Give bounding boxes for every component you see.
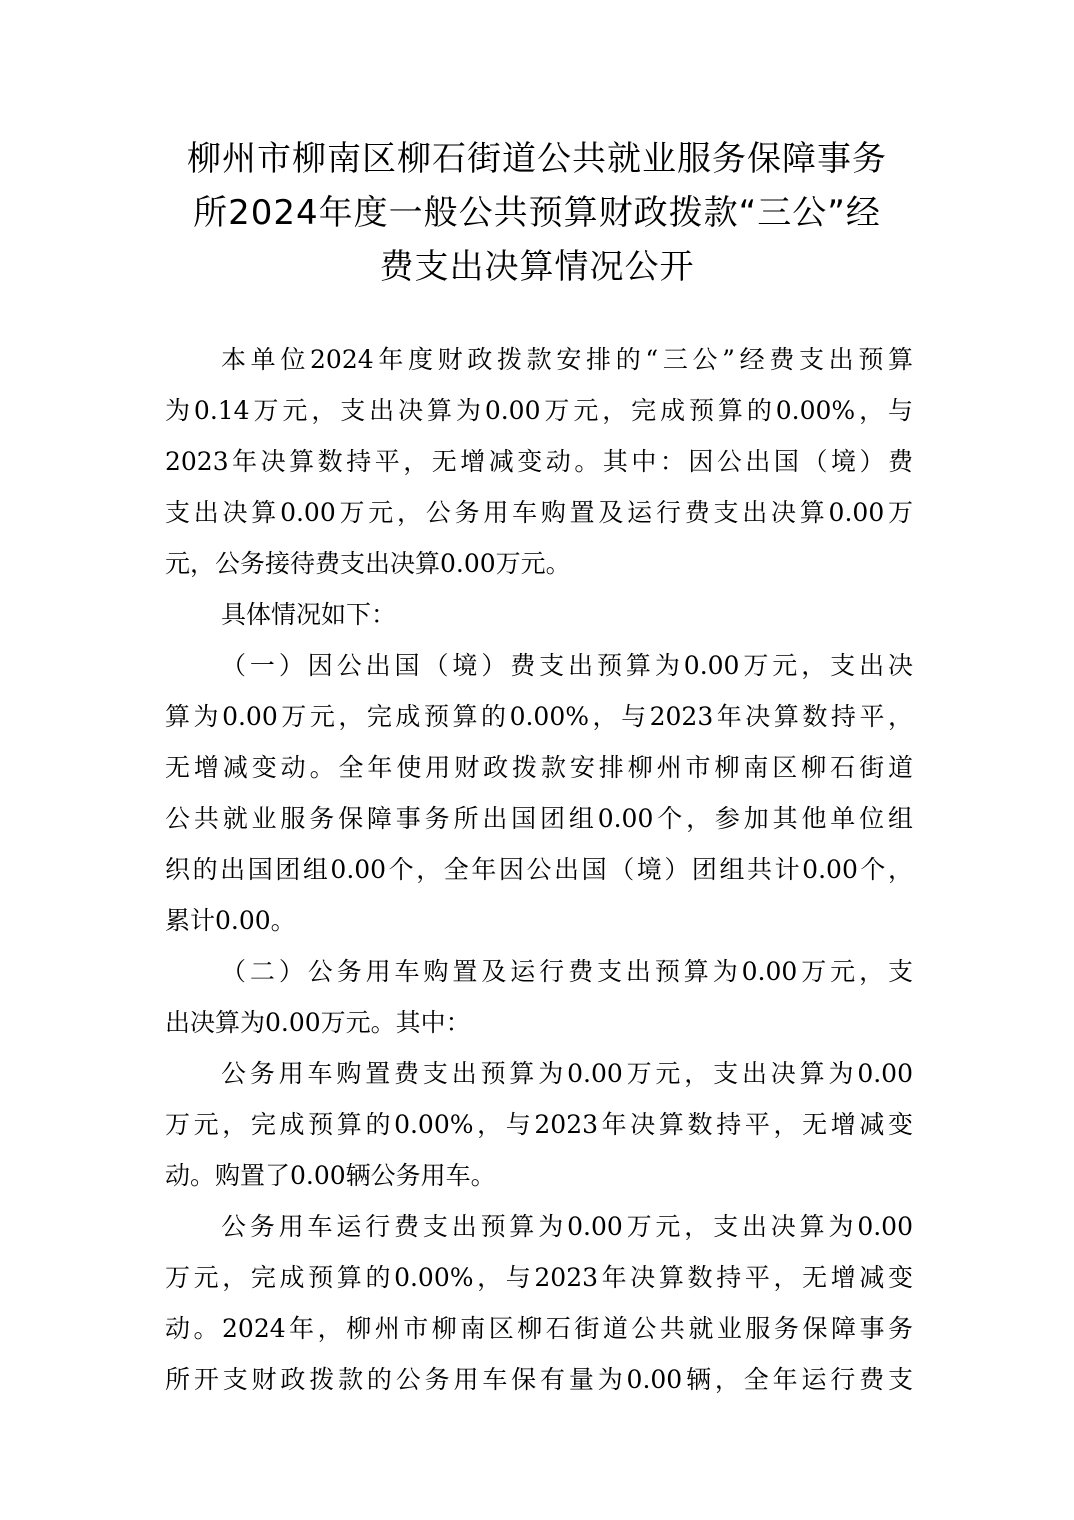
text-line: 出决算为0.00万元。其中： bbox=[165, 1008, 471, 1037]
paragraph-details-intro bbox=[165, 589, 913, 640]
text-line: 元，公务接待费支出决算0.00万元。 bbox=[165, 549, 571, 578]
text-line: 2023年决算数持平，无增减变动。其中：因公出国（境）费 bbox=[165, 447, 913, 476]
text-line: 公共就业服务保障事务所出国团组0.00个，参加其他单位组 bbox=[165, 804, 913, 833]
text-line: 无增减变动。全年使用财政拨款安排柳州市柳南区柳石街道 bbox=[165, 753, 913, 782]
text-line: 万元，完成预算的0.00%，与2023年决算数持平，无增减变 bbox=[165, 1263, 913, 1292]
title-line-3: 费支出决算情况公开 bbox=[379, 247, 695, 287]
text-line: 所开支财政拨款的公务用车保有量为0.00辆，全年运行费支 bbox=[165, 1365, 913, 1394]
text-line: （二）公务用车购置及运行费支出预算为0.00万元，支 bbox=[221, 957, 913, 986]
text-line: 具体情况如下： bbox=[221, 600, 397, 629]
text-line: 公务用车购置费支出预算为0.00万元，支出决算为0.00 bbox=[221, 1059, 913, 1088]
text-line: 动。购置了0.00辆公务用车。 bbox=[165, 1161, 496, 1190]
paragraph-vehicle-purchase bbox=[165, 1048, 913, 1201]
text-line: 动。2024年，柳州市柳南区柳石街道公共就业服务保障事务 bbox=[165, 1314, 913, 1343]
paragraph-overseas-travel bbox=[165, 640, 913, 946]
text-line: 为0.14万元，支出决算为0.00万元，完成预算的0.00%，与 bbox=[165, 396, 913, 425]
text-line: 万元，完成预算的0.00%，与2023年决算数持平，无增减变 bbox=[165, 1110, 913, 1139]
title-line-1: 柳州市柳南区柳石街道公共就业服务保障事务 bbox=[187, 139, 887, 179]
text-line: 支出决算0.00万元，公务用车购置及运行费支出决算0.00万 bbox=[165, 498, 913, 527]
paragraph-official-vehicles bbox=[165, 946, 913, 1048]
paragraph-summary bbox=[165, 334, 913, 589]
title-line-2: 所2024年度一般公共预算财政拨款“三公”经 bbox=[193, 193, 881, 233]
text-line: 织的出国团组0.00个，全年因公出国（境）团组共计0.00个， bbox=[165, 855, 913, 884]
text-line: 累计0.00。 bbox=[165, 906, 296, 935]
text-line: （一）因公出国（境）费支出预算为0.00万元，支出决 bbox=[221, 651, 913, 680]
text-line: 公务用车运行费支出预算为0.00万元，支出决算为0.00 bbox=[221, 1212, 913, 1241]
document-title bbox=[140, 132, 934, 294]
text-line: 算为0.00万元，完成预算的0.00%，与2023年决算数持平， bbox=[165, 702, 913, 731]
paragraph-vehicle-operation bbox=[165, 1201, 913, 1405]
document-body bbox=[165, 334, 913, 1405]
text-line: 本单位2024年度财政拨款安排的“三公”经费支出预算 bbox=[221, 345, 913, 374]
